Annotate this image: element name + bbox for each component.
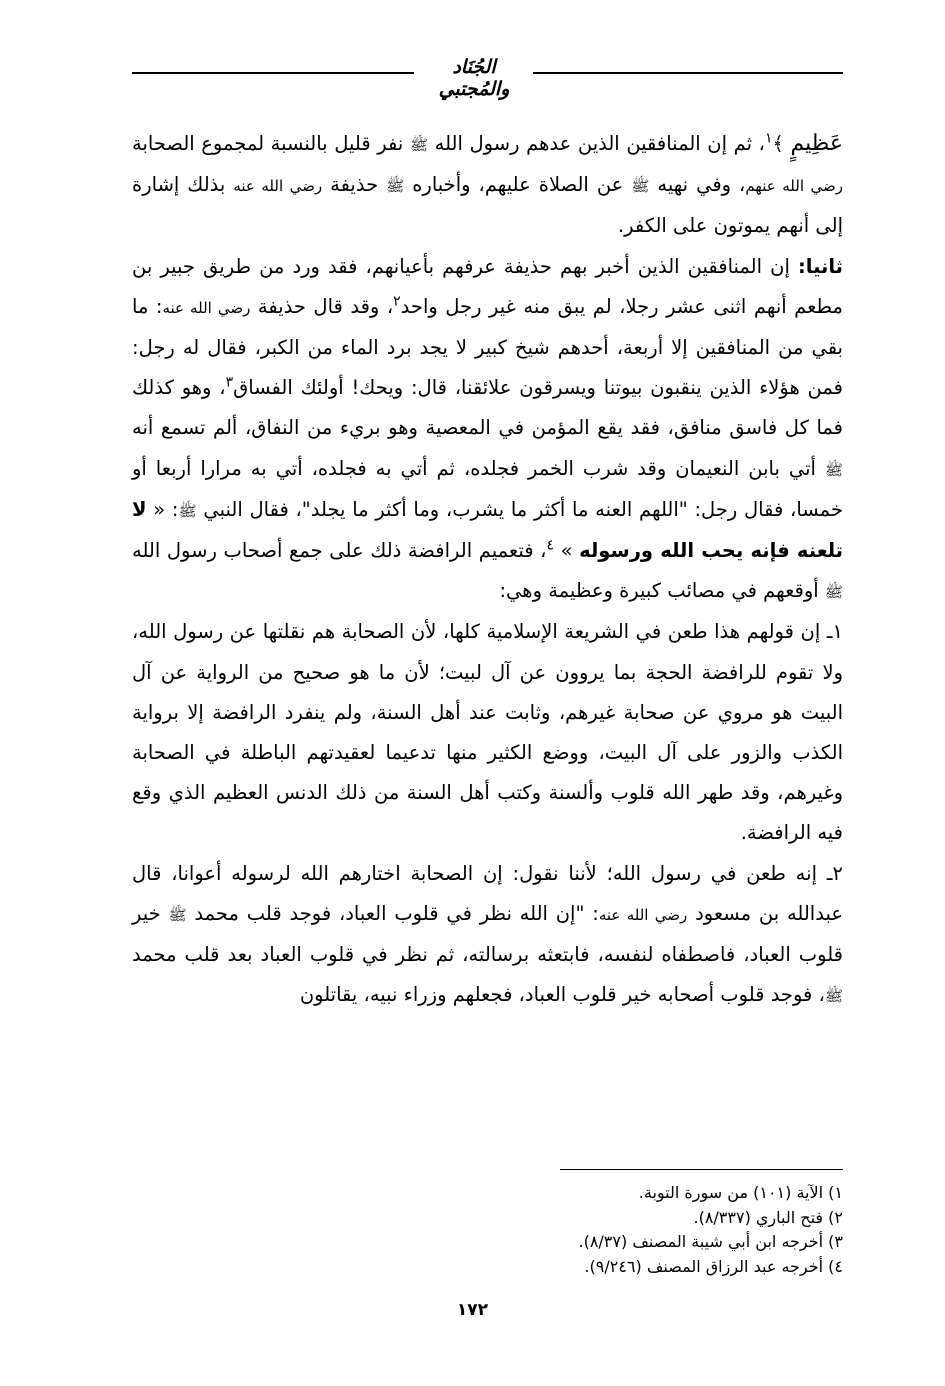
salutation-icon: ﷺ: [824, 460, 843, 479]
paragraph-4: [132, 854, 843, 1017]
main-text: [132, 124, 843, 1016]
footnotes: [440, 1181, 843, 1279]
text-run: ٢ـ إنه طعن في رسول الله؛ لأننا نقول: إن الصحابة اختارهم الله لرسوله أعوانا، قال عبدالله بن مسعود: [132, 861, 843, 925]
paragraph-3: [132, 612, 843, 853]
footnote-3: ٣) أخرجه ابن أبي شيبة المصنف (٨/٣٧).: [578, 1232, 843, 1251]
text-run: ، فتعميم الرافضة ذلك على جمع أصحاب رسول الله: [132, 539, 547, 563]
text-run: »: [560, 539, 573, 563]
text-run: ١ـ إن قولهم هذا طعن في الشريعة الإسلامية كلها، لأن الصحابة هم نقلتها عن رسول الله، ولا تقوم للرافضة الحجة بما يروون عن آل لبيت؛ لأن ما هو صحيح من الرواية عن آل البيت هو مروي عن صحابة غيرهم، وثابت عند أهل السنة، ولم ينفرد الرافضة إلا برواية الكذب والزور على آل البيت، ووضع الكثير منها تدعيما لعقيدتهم الباطلة في الصحابة وغيرهم، وقد طهر الله قلوب وألسنة وكتب أهل السنة من ذلك الدنس العظيم الذي وقع فيه الرافضة.: [132, 620, 843, 845]
footnote-1: ١) الآية (١٠١) من سورة التوبة.: [638, 1183, 843, 1202]
footnote-ref-4: ٤: [546, 537, 554, 554]
text-run: أوقعهم في مصائب كبيرة وعظيمة وهي:: [499, 579, 819, 603]
honorific-icon: رضي الله عنه: [162, 298, 251, 317]
salutation-icon: ﷺ: [168, 905, 187, 924]
text-run: عن الصلاة عليهم، وأخباره: [412, 173, 624, 197]
text-run: : "إن الله نظر في قلوب العباد، فوجد قلب محمد: [194, 901, 599, 925]
quran-word: عَظِيمٍ: [790, 131, 843, 156]
footnote-ref-2: ٢: [393, 293, 401, 310]
section-lead: ثانيا:: [797, 254, 843, 278]
paragraph-1: [132, 124, 843, 247]
page-number: ١٧٢: [456, 1300, 489, 1320]
header-title: الجُنَاد والمُجتبي: [438, 56, 510, 100]
text-run: بذلك إشارة إلى أنهم يموتون على الكفر.: [132, 173, 843, 238]
text-run: : ما بقي من المنافقين إلا أربعة، أحدهم شيخ كبير لا يجد برد الماء من الكبر، فقال له رجل: فمن هؤلاء الذين ينقبون بيوتنا ويسرقون علائقنا، قال: ويحك! أولئك الفساق: [132, 294, 843, 400]
honorific-icon: رضي الله عنهم: [745, 177, 843, 196]
text-run: حذيفة: [330, 173, 379, 197]
salutation-icon: ﷺ: [409, 136, 429, 154]
footnote-4: ٤) أخرجه عبد الرزاق المصنف (٩/٢٤٦).: [584, 1256, 843, 1276]
paragraph-2: [132, 247, 843, 613]
honorific-icon: رضي الله عنه: [233, 177, 323, 196]
text-run: خير قلوب العباد، فاصطفاه لنفسه، فابتعثه برسالته، ثم نظر في قلوب العباد بعد قلب محمد: [132, 901, 843, 967]
text-run: : «: [153, 497, 179, 521]
footnote-ref-3: ٣: [225, 374, 234, 391]
text-run: نفر قليل بالنسبة لمجموع الصحابة: [132, 132, 404, 155]
text-run: ، ثم إن المنافقين الذين عدهم رسول الله: [434, 132, 765, 155]
salutation-icon: ﷺ: [178, 501, 197, 520]
text-run: أتي بابن النعيمان وقد شرب الخمر فجلده، ثم أتي به فجلده، أتي به مرارا أربعا أو خمسا، فقال رجل: "اللهم العنه ما أكثر ما يشرب، وما أكثر ما يجلد"، فقال النبي: [132, 456, 843, 521]
footnote-2: ٢) فتح الباري (٨/٣٣٧).: [693, 1207, 843, 1227]
quran-bracket: ﴾: [772, 132, 784, 155]
text-run: ، فوجد قلوب أصحابه خير قلوب العباد، فجعلهم وزراء نبيه، يقاتلون: [299, 983, 825, 1007]
text-run: ، وهو كذلك فما كل فاسق منافق، فقد يقع المؤمن في المعصية وهو بريء من النفاق، ألم تسمع أنه: [132, 376, 843, 440]
salutation-icon: ﷺ: [824, 987, 843, 1006]
honorific-icon: رضي الله عنه: [598, 905, 688, 924]
hadith-quote: لا تلعنه فإنه يحب الله ورسوله: [132, 497, 843, 563]
text-run: إن المنافقين الذين أخبر بهم حذيفة عرفهم بأعيانهم، فقد ورد من طريق جبير بن مطعم أنهم اثنى عشر رجلا، لم يبق منه غير رجل واحد: [132, 254, 843, 318]
salutation-icon: ﷺ: [386, 177, 405, 196]
text-run: ، وفي نهيه: [657, 173, 746, 197]
salutation-icon: ﷺ: [824, 583, 843, 602]
header-rule-right: [533, 72, 843, 74]
salutation-icon: ﷺ: [631, 177, 650, 196]
footnote-ref-1: ١: [764, 130, 773, 147]
text-run: ، وقد قال حذيفة: [257, 294, 394, 318]
page-header: [0, 52, 945, 100]
header-rule-left: [132, 72, 414, 74]
footnote-separator: [560, 1169, 843, 1170]
